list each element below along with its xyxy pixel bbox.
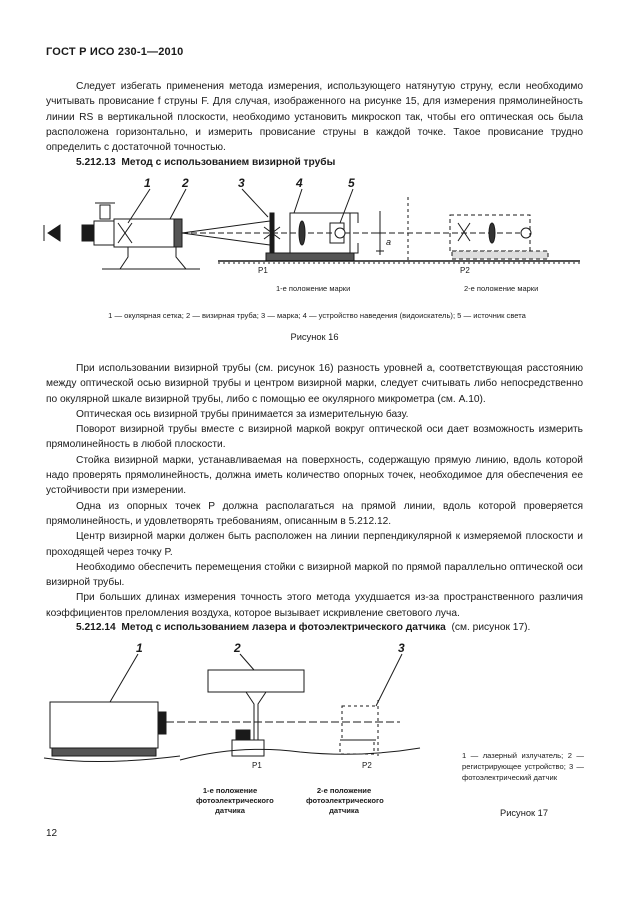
- page-header: ГОСТ Р ИСО 230-1—2010: [46, 46, 184, 58]
- fig16-point-p1: P1: [258, 266, 268, 275]
- fig17-callout-2: 2: [234, 641, 241, 655]
- fig16-point-p2: P2: [460, 266, 470, 275]
- figure-16-diagram: [40, 175, 585, 295]
- body-paragraph: При использовании визирной трубы (см. рисунок 16) разность уровней a, соответствующая расстоянию между оптической осью визирной трубы и центром визирной марки, следует считывать либо непосредственно по окулярной шкале визирной трубы, либо с помощью ее окулярного микрометра (см. А.10).: [46, 363, 583, 405]
- figure-17-diagram: [40, 640, 440, 780]
- section-14-ref: (см. рисунок 17).: [451, 622, 531, 633]
- section-13-number: 5.212.13: [76, 157, 116, 168]
- body-paragraph: Одна из опорных точек P должна располагаться на прямой линии, вдоль которой проверяется прямолинейность, и удовлетворять требованиям, описанным в 5.212.12.: [46, 500, 583, 527]
- fig16-dim-a: a: [386, 237, 392, 247]
- section-14-number: 5.212.14: [76, 622, 116, 633]
- section-13-title: Метод с использованием визирной трубы: [121, 157, 336, 168]
- fig17-callout-3: 3: [398, 641, 405, 655]
- section-14-title: Метод с использованием лазера и фотоэлектрического датчика: [121, 622, 446, 633]
- target-base-1: [266, 253, 354, 261]
- figure-17-position-2: 2-е положение фотоэлектрического датчика: [306, 786, 384, 815]
- fig16-callout-2: 2: [182, 176, 189, 190]
- body-paragraph: Оптическая ось визирной трубы принимается за измерительную базу.: [76, 408, 409, 420]
- body-paragraphs: [46, 361, 583, 621]
- fig16-callout-4: 4: [296, 176, 303, 190]
- fig17-callout-1: 1: [136, 641, 143, 655]
- sight-tube: [114, 219, 182, 247]
- eye-icon: [48, 225, 60, 241]
- section-14-heading: [46, 620, 583, 635]
- body-paragraph: Поворот визирной трубы вместе с визирной маркой вокруг оптической оси дает возможность измерить прямолинейность в любой плоскости.: [46, 424, 583, 451]
- figure-17-legend: 1 — лазерный излучатель; 2 — регистрирующее устройство; 3 — фотоэлектрический датчик: [462, 751, 584, 782]
- eyepiece-body: [94, 221, 114, 245]
- fig16-callout-5: 5: [348, 176, 355, 190]
- figure-16-legend: 1 — окулярная сетка; 2 — визирная труба; 3 — марка; 4 — устройство наведения (видоискатель); 5 — источник света: [108, 311, 526, 320]
- page-number: 12: [46, 828, 58, 839]
- photo-sensor-position-2: [342, 706, 378, 740]
- eyepiece: [82, 225, 94, 241]
- figure-16-caption: Рисунок 16: [290, 332, 339, 342]
- recording-device: [208, 670, 304, 692]
- objective-lens: [174, 219, 182, 247]
- fig16-callout-3: 3: [238, 176, 245, 190]
- section-13-heading: [46, 155, 583, 170]
- body-paragraph: Стойка визирной марки, устанавливаемая на поверхность, содержащую прямую линию, вдоль которой надо проверять прямолинейность, должна иметь количество опорных точек, необходимое для обеспечения ее устойчивости при измерении.: [46, 454, 583, 497]
- fig16-callout-1: 1: [144, 176, 151, 190]
- fig16-position-2: 2-е положение марки: [464, 284, 539, 293]
- body-paragraph: Центр визирной марки должен быть расположен на линии перпендикулярной к измеряемой плоскости и проходящей через точку P.: [46, 531, 583, 558]
- laser-emitter: [50, 702, 158, 748]
- fig16-position-1: 1-е положение марки: [276, 284, 351, 293]
- fig17-point-p2: P2: [362, 761, 372, 770]
- micrometer-knob: [100, 205, 110, 219]
- body-paragraph: При больших длинах измерения точность этого метода ухудшается из-за пространственного различия коэффициентов преломления воздуха, которое вызывает искривление светового луча.: [46, 592, 583, 619]
- figure-17-caption: Рисунок 17: [500, 808, 548, 818]
- figure-17-position-1: 1-е положение фотоэлектрического датчика: [196, 786, 274, 815]
- body-paragraph: Необходимо обеспечить перемещения стойки с визирной маркой по прямой параллельно оптической оси визирной трубы.: [46, 561, 583, 589]
- intro-paragraph: Следует избегать применения метода измерения, использующего натянутую струну, если необходимо учитывать провисание f струны F. Для случая, изображенного на рисунке 15, для измерения прямолинейность линии RS в вертикальной плоскости, необходимо установить микроскоп так, чтобы его оптическая ось была расположена горизонтально, и измерить провисание струны в каждой точке. Такое провисание трудно определить с достаточной точностью.: [46, 81, 583, 154]
- fig17-point-p1: P1: [252, 761, 262, 770]
